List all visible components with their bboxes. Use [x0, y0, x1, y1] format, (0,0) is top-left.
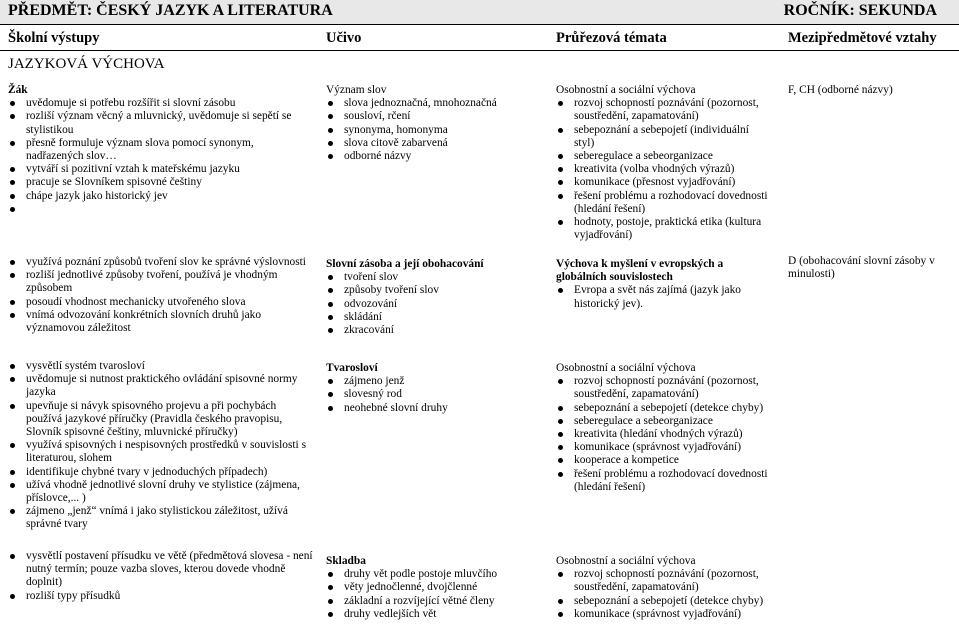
list-item: zkracování	[326, 324, 541, 337]
column-header-outputs: Školní výstupy	[8, 30, 100, 46]
list-item: sebepoznání a sebepojetí (detekce chyby)	[556, 595, 771, 608]
list-item: odvozování	[326, 298, 541, 311]
list-item: chápe jazyk jako historický jev	[8, 190, 313, 203]
list-item: slova jednoznačná, mnohoznačná	[326, 97, 541, 110]
list-item: sebepoznání a sebepojetí (detekce chyby)	[556, 402, 771, 415]
list-item: komunikace (správnost vyjadřování)	[556, 441, 771, 454]
list-item: využívá spisovných i nespisovných prostředků v souvislosti s literaturou, slohem	[8, 439, 313, 465]
curriculum-heading: Skladba	[326, 555, 366, 567]
list-item: sebepoznání a sebepojetí (individuální styl)	[556, 124, 771, 150]
list-item: seberegulace a sebeorganizace	[556, 150, 771, 163]
list-item	[8, 203, 313, 216]
grade-title: ROČNÍK: SEKUNDA	[783, 2, 937, 19]
cross-heading: Osobnostní a sociální výchova	[556, 84, 696, 96]
row-2-outputs	[8, 360, 313, 532]
list-item: vysvětlí systém tvarosloví	[8, 360, 313, 373]
list-item: základní a rozvíjející větné členy	[326, 595, 541, 608]
row-1-curriculum	[326, 258, 541, 337]
list-item: rozliší význam věcný a mluvnický, uvědomuje si sepětí se stylistikou	[8, 110, 313, 136]
list-item: odborné názvy	[326, 150, 541, 163]
row-3-outputs	[8, 550, 313, 603]
column-header-relations: Mezipředmětové vztahy	[788, 30, 937, 46]
list-item: rozvoj schopností poznávání (pozornost, soustředění, zapamatování)	[556, 568, 771, 594]
row-2-cross-topics	[556, 362, 771, 494]
list-item: kooperace a kompetice	[556, 454, 771, 467]
list-item: upevňuje si návyk spisovného projevu a při pochybách používá jazykové příručky (Pravidla českého pravopisu, Slovník spisovné češtiny, mluvnické příručky)	[8, 400, 313, 440]
curriculum-heading: Tvarosloví	[326, 362, 378, 374]
row-3-cross-topics	[556, 555, 771, 621]
list-item: sousloví, rčení	[326, 110, 541, 123]
list-item: skládání	[326, 311, 541, 324]
divider	[0, 50, 959, 51]
list-item: neohebné slovní druhy	[326, 402, 541, 415]
list-item: využívá poznání způsobů tvoření slov ke správné výslovnosti	[8, 256, 313, 269]
section-title: JAZYKOVÁ VÝCHOVA	[8, 56, 165, 72]
divider	[0, 24, 959, 25]
list-item: druhy vedlejších vět	[326, 608, 541, 621]
list-item: způsoby tvoření slov	[326, 284, 541, 297]
row-0-cross-topics	[556, 84, 771, 242]
list-item: věty jednočlenné, dvojčlenné	[326, 581, 541, 594]
row-2-curriculum	[326, 362, 541, 415]
cross-heading: Osobnostní a sociální výchova	[556, 362, 696, 374]
list-item: řešení problému a rozhodovací dovednosti (hledání řešení)	[556, 468, 771, 494]
list-item: posoudí vhodnost mechanicky utvořeného slova	[8, 296, 313, 309]
list-item: zájmeno jenž	[326, 375, 541, 388]
row-0-outputs	[8, 84, 313, 216]
list-item: komunikace (přesnost vyjadřování)	[556, 176, 771, 189]
list-item: kreativita (hledání vhodných výrazů)	[556, 428, 771, 441]
row-3-curriculum	[326, 555, 541, 621]
list-item: uvědomuje si potřebu rozšířit si slovní zásobu	[8, 97, 313, 110]
list-item: rozvoj schopností poznávání (pozornost, soustředění, zapamatování)	[556, 375, 771, 401]
subject-title: PŘEDMĚT: ČESKÝ JAZYK A LITERATURA	[8, 2, 333, 19]
list-item: komunikace (správnost vyjadřování)	[556, 608, 771, 621]
list-item: užívá vhodně jednotlivé slovní druhy ve stylistice (zájmena, příslovce,... )	[8, 479, 313, 505]
list-item: kreativita (volba vhodných výrazů)	[556, 163, 771, 176]
row-0-relations: F, CH (odborné názvy)	[788, 84, 893, 96]
column-header-cross-topics: Průřezová témata	[556, 30, 667, 46]
row-1-outputs	[8, 256, 313, 335]
list-item: slova citově zabarvená	[326, 137, 541, 150]
list-item: slovesný rod	[326, 388, 541, 401]
row-0-curriculum	[326, 84, 541, 163]
list-item: Evropa a svět nás zajímá (jazyk jako historický jev).	[556, 284, 771, 310]
list-item: vnímá odvozování konkrétních slovních druhů jako významovou záležitost	[8, 309, 313, 335]
list-item: přesně formuluje význam slova pomocí synonym, nadřazených slov…	[8, 137, 313, 163]
curriculum-heading: Význam slov	[326, 84, 387, 96]
list-item: druhy vět podle postoje mluvčího	[326, 568, 541, 581]
column-header-curriculum: Učivo	[326, 30, 362, 46]
list-item: řešení problému a rozhodovací dovednosti (hledání řešení)	[556, 190, 771, 216]
list-item: rozliší typy přísudků	[8, 590, 313, 603]
list-item: zájmeno „jenž“ vnímá i jako stylistickou záležitost, užívá správné tvary	[8, 505, 313, 531]
list-item: uvědomuje si nutnost praktického ovládání spisovné normy jazyka	[8, 373, 313, 399]
cross-heading: Osobnostní a sociální výchova	[556, 555, 696, 567]
list-item: rozliší jednotlivé způsoby tvoření, používá je vhodným způsobem	[8, 269, 313, 295]
row-1-relations: D (obohacování slovní zásoby v minulosti)	[788, 255, 935, 281]
outputs-heading: Žák	[8, 84, 28, 96]
list-item: rozvoj schopností poznávání (pozornost, soustředění, zapamatování)	[556, 97, 771, 123]
list-item: seberegulace a sebeorganizace	[556, 415, 771, 428]
list-item: synonyma, homonyma	[326, 124, 541, 137]
list-item: vysvětlí postavení přísudku ve větě (předmětová slovesa - není nutný termín; pouze vazba sloves, kterou dovede vhodně doplnit)	[8, 550, 313, 590]
list-item: identifikuje chybné tvary v jednoduchých případech)	[8, 466, 313, 479]
list-item: hodnoty, postoje, praktická etika (kultura vyjadřování)	[556, 216, 771, 242]
list-item: vytváří si pozitivní vztah k mateřskému jazyku	[8, 163, 313, 176]
curriculum-heading: Slovní zásoba a její obohacování	[326, 258, 484, 270]
cross-heading: Výchova k myšlení v evropských a globálních souvislostech	[556, 258, 724, 284]
list-item: tvoření slov	[326, 271, 541, 284]
title-bar	[0, 0, 959, 24]
row-1-cross-topics	[556, 258, 771, 311]
list-item: pracuje se Slovníkem spisovné češtiny	[8, 176, 313, 189]
